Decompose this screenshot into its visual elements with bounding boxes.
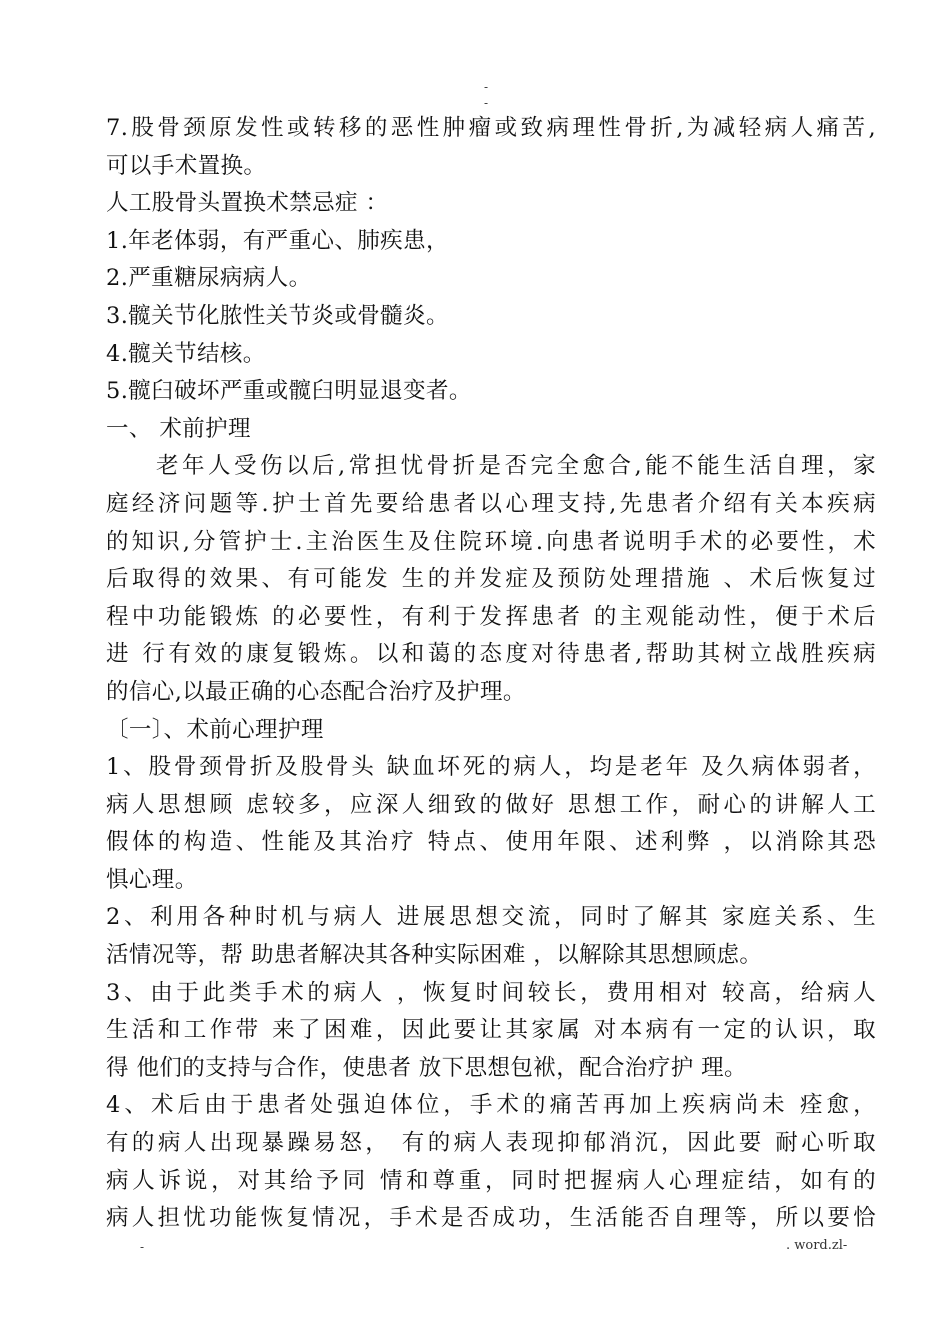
list-item: 1.年老体弱，有严重心、肺疾患，	[106, 227, 449, 254]
text-line: 程中功能锻炼 的必要性，有利于发挥患者 的主观能动性，便于术后	[106, 603, 876, 630]
text-line: 1、股骨颈骨折及股骨头 缺血坏死的病人，均是老年 及久病体弱者，	[106, 754, 876, 781]
document-body	[106, 110, 876, 1238]
text-line: 惧心理。	[106, 866, 198, 893]
list-item: 4.髋关节结核。	[106, 340, 266, 367]
text-line: 后取得的效果、有可能发 生的并发症及预防处理措施 、术后恢复过	[106, 566, 876, 593]
text-line: 2、利用各种时机与病人 进展思想交流，同时了解其 家庭关系、生	[106, 904, 876, 931]
header-mark-bottom: -	[484, 96, 489, 110]
text-line: 老年人受伤以后,常担忧骨折是否完全愈合,能不能生活自理，家	[156, 453, 876, 480]
text-line: 病人担忧功能恢复情况，手术是否成功，生活能否自理等，所以要恰	[106, 1205, 876, 1232]
text-line: 病人思想顾 虑较多，应深人细致的做好 思想工作，耐心的讲解人工	[106, 791, 876, 818]
text-line: 假体的构造、性能及其治疗 特点、使用年限、述利弊 ，以消除其恐	[106, 829, 876, 856]
text-line: 可以手术置换。	[106, 152, 267, 179]
text-line: 进 行有效的康复锻炼。以和蔼的态度对待患者,帮助其树立战胜疾病	[106, 641, 876, 668]
text-line: 7.股骨颈原发性或转移的恶性肿瘤或致病理性骨折,为减轻病人痛苦,	[106, 115, 876, 141]
text-line: 得 他们的支持与合作，使患者 放下思想包袱，配合治疗护 理。	[106, 1054, 747, 1081]
list-item: 2.严重糖尿病病人。	[106, 265, 312, 292]
section-heading: 一、 术前护理	[106, 415, 251, 442]
text-line: 活情况等，帮 助患者解决其各种实际困难 ，以解除其思想顾虑。	[106, 942, 763, 969]
text-line: 有的病人出现暴躁易怒， 有的病人表现抑郁消沉，因此要 耐心听取	[106, 1130, 876, 1157]
text-line: 的信心,以最正确的心态配合治疗及护理。	[106, 678, 526, 705]
header-mark-top: -	[484, 80, 489, 94]
list-item: 3.髋关节化脓性关节炎或骨髓炎。	[106, 302, 449, 329]
list-item: 5.髋臼破坏严重或髋臼明显退变者。	[106, 378, 472, 405]
text-line: 4、术后由于患者处强迫体位，手术的痛苦再加上疾病尚未 痊愈，	[106, 1092, 876, 1119]
text-line: 病人诉说，对其给予同 情和尊重，同时把握病人心理症结，如有的	[106, 1167, 876, 1194]
text-line: 生活和工作带 来了困难，因此要让其家属 对本病有一定的认识，取	[106, 1017, 876, 1044]
subsection-heading: 〔一〕、术前心理护理	[106, 716, 324, 743]
footer-mark: -	[140, 1240, 145, 1254]
text-line: 庭经济问题等.护士首先要给患者以心理支持,先患者介绍有关本疾病	[106, 490, 876, 517]
text-line: 的知识,分管护士.主治医生及住院环境.向患者说明手术的必要性，术	[106, 528, 876, 555]
text-line: 3、由于此类手术的病人 ，恢复时间较长，费用相对 较高，给病人	[106, 979, 876, 1006]
contraindications-heading: 人工股骨头置换术禁忌症 ：	[106, 190, 389, 217]
footer-source: . word.zl-	[786, 1238, 848, 1253]
